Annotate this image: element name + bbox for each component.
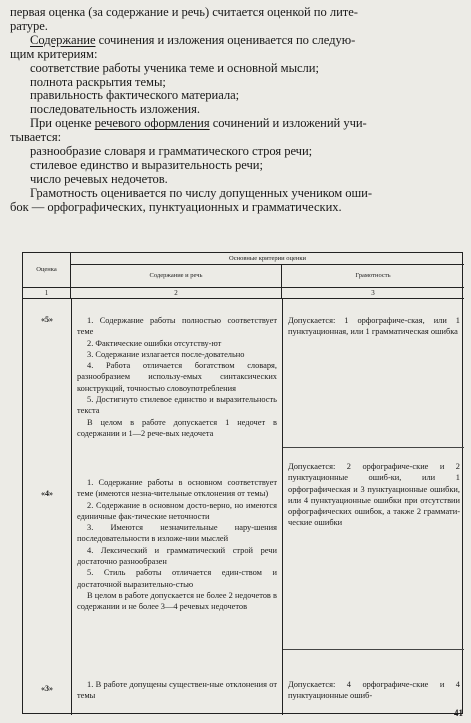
criterion-item: полнота раскрытия темы; bbox=[30, 74, 166, 89]
criterion-item: последовательность изложения. bbox=[30, 102, 200, 117]
criterion-text: 1. В работе допущены существен-ные отклонения от темы bbox=[77, 680, 277, 701]
column-number: 2 bbox=[71, 287, 282, 299]
speech-criteria-paragraph: При оценке речевого оформления сочинений и изложений учи- bbox=[30, 116, 367, 131]
literacy-grade-4: Допускается: 2 орфографиче-ские и 2 пунктуационные ошиб-ки, или 1 орфографическая и 3 пунктуационные ошибки, или 4 пунктуационные ошибки при отсутствии орфографических ошибок, а также 2 граммати-ческие ошибки bbox=[288, 462, 460, 528]
criterion-text: 3. Содержание излагается после-довательно bbox=[87, 349, 245, 359]
header-grade: Оценка bbox=[23, 253, 71, 287]
grade-3: «3» bbox=[41, 684, 53, 693]
page-number: 41 bbox=[454, 708, 463, 718]
content-grade-3 bbox=[77, 679, 277, 702]
criterion-text: В целом в работе допускается 1 недочет в содержании и 1—2 рече-вых недочета bbox=[77, 417, 277, 438]
literacy-paragraph: Грамотность оценивается по числу допущенных учеником оши- bbox=[30, 185, 372, 200]
criterion-text: 4. Лексический и грамматический строй речи достаточно разнообразен bbox=[77, 545, 277, 567]
criterion-text: 5. Стиль работы отличается един-ством и достаточной выразительно-стью bbox=[77, 568, 277, 589]
intro-text bbox=[10, 6, 465, 215]
column-divider bbox=[282, 299, 283, 715]
criterion-text: 3. Имеются незначительные нару-шения последовательности в изложе-нии мыслей bbox=[77, 523, 277, 544]
criterion-text: 4. Работа отличается богатством словаря, разнообразием использу-емых синтаксических конструкций, точностью словоупотребления bbox=[77, 361, 277, 393]
intro-line: ратуре. bbox=[10, 18, 48, 33]
header-literacy: Грамотность bbox=[355, 272, 391, 279]
row-divider bbox=[283, 447, 464, 448]
content-criteria-paragraph: Содержание сочинения и изложения оценивается по следую- bbox=[30, 32, 356, 47]
speech-item: разнообразие словаря и грамматического строя речи; bbox=[30, 144, 313, 159]
column-divider bbox=[71, 299, 72, 715]
speech-item: стилевое единство и выразительность речи; bbox=[30, 157, 263, 172]
grading-table bbox=[22, 252, 463, 714]
intro-line: щим критериям: bbox=[10, 46, 98, 61]
header-main-criteria: Основные критерии оценки bbox=[71, 253, 464, 265]
literacy-grade-5: Допускается: 1 орфографиче-ская, или 1 пунктуационная, или 1 грамматическая ошибка bbox=[288, 316, 460, 337]
criterion-text: 5. Достигнуто стилевое единство и выразительность текста bbox=[77, 395, 277, 416]
content-grade-5 bbox=[77, 315, 277, 439]
content-grade-4 bbox=[77, 477, 277, 613]
column-number: 1 bbox=[23, 287, 71, 299]
grade-5: «5» bbox=[41, 315, 53, 324]
header-content-speech: Содержание и речь bbox=[71, 265, 282, 287]
criterion-text: В целом в работе допускается не более 2 недочетов в содержании и не более 3—4 речевых недочетов bbox=[77, 590, 277, 612]
criterion-text: 2. Фактические ошибки отсутству-ют bbox=[87, 338, 222, 348]
intro-line: первая оценка (за содержание и речь) считается оценкой по лите- bbox=[10, 5, 358, 19]
speech-item: число речевых недочетов. bbox=[30, 171, 168, 186]
criterion-text: 1. Содержание работы полностью соответствует теме bbox=[77, 316, 277, 337]
intro-line: тывается: bbox=[10, 130, 62, 145]
criterion-item: соответствие работы ученика теме и основной мысли; bbox=[30, 60, 319, 75]
grade-4: «4» bbox=[41, 489, 53, 498]
criterion-text: 1. Содержание работы в основном соответствует теме (имеются незна-чительные отклонения от темы) bbox=[77, 478, 277, 499]
intro-line: бок — орфографических, пунктуационных и грамматических. bbox=[10, 199, 342, 214]
column-number: 3 bbox=[282, 287, 464, 299]
criterion-item: правильность фактического материала; bbox=[30, 88, 240, 103]
criterion-text: 2. Содержание в основном досто-верно, но имеются единичные фак-тические неточности bbox=[77, 500, 277, 521]
literacy-grade-3: Допускается: 4 орфографиче-ские и 4 пунктуационные ошиб- bbox=[288, 680, 460, 701]
row-divider bbox=[283, 649, 464, 650]
